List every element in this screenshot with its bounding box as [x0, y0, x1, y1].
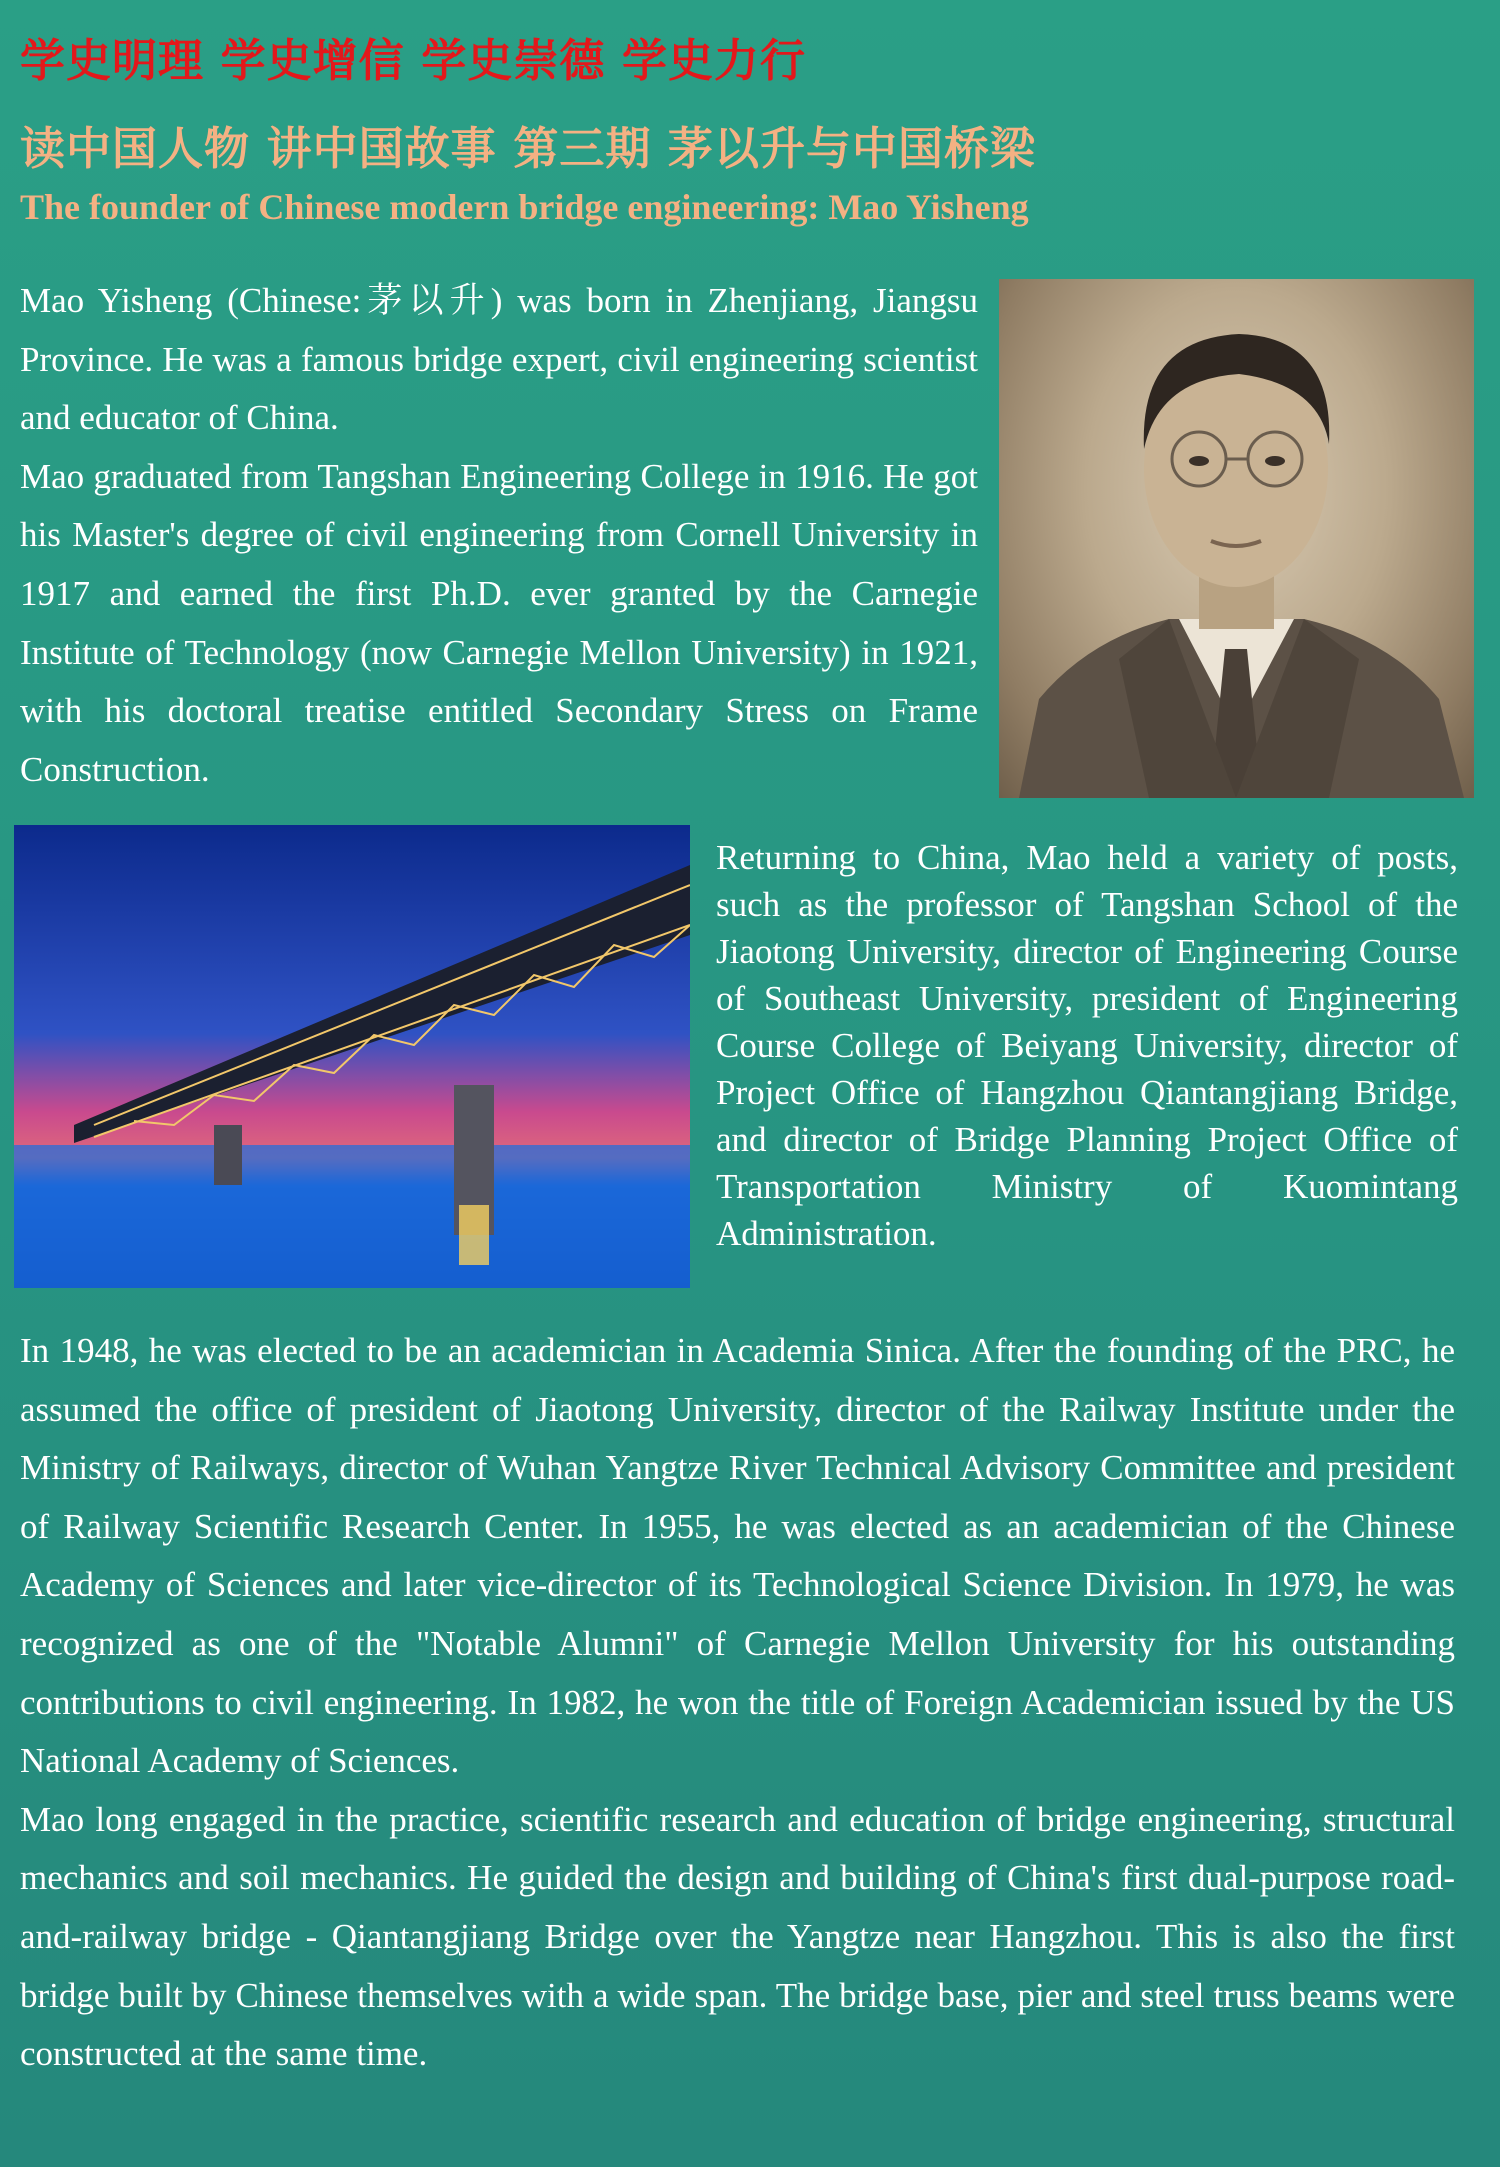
bridge-photo [14, 825, 690, 1288]
intro-paragraph-1: Mao Yisheng (Chinese:茅以升) was born in Zhenjiang, Jiangsu Province. He was a famous bridge expert, civil engineering scientist and educator of China. [20, 281, 978, 438]
later-paragraph-1: In 1948, he was elected to be an academician in Academia Sinica. After the founding of the PRC, he assumed the office of president of Jiaotong University, director of the Railway Institute under the Ministry of Railways, director of Wuhan Yangtze River Technical Advisory Committee and president of Railway Scientific Research Center. In 1955, he was elected as an academician of the Chinese Academy of Sciences and later vice-director of its Technological Science Division. In 1979, he was recognized as one of the "Notable Alumni" of Carnegie Mellon University for his outstanding contributions to civil engineering. In 1982, he won the title of Foreign Academician issued by the US National Academy of Sciences. [20, 1331, 1455, 1781]
intro-section [20, 272, 978, 799]
intro-paragraph-2: Mao graduated from Tangshan Engineering College in 1916. He got his Master's degree of civil engineering from Cornell University in 1917 and earned the first Ph.D. ever granted by the Carnegie Institute of Technology (now Carnegie Mellon University) in 1921, with his doctoral treatise entitled Secondary Stress on Frame Construction. [20, 456, 978, 789]
series-title: 读中国人物 讲中国故事 第三期 茅以升与中国桥梁 [20, 122, 1037, 175]
later-paragraph-2: Mao long engaged in the practice, scientific research and education of bridge engineering, structural mechanics and soil mechanics. He guided the design and building of China's first dual-purpose road-and-railway bridge - Qiantangjiang Bridge over the Yangtze near Hangzhou. This is also the first bridge built by Chinese themselves with a wide span. The bridge base, pier and steel truss beams were constructed at the same time. [20, 1799, 1455, 2074]
career-paragraph: Returning to China, Mao held a variety of posts, such as the professor of Tangshan School of the Jiaotong University, director of Engineering Course of Southeast University, president of Engineering Course College of Beiyang University, director of Project Office of Hangzhou Qiantangjiang Bridge, and director of Bridge Planning Project Office of Transportation Ministry of Kuomintang Administration. [716, 838, 1458, 1253]
portrait-photo [999, 279, 1474, 798]
english-subtitle: The founder of Chinese modern bridge engineering: Mao Yisheng [20, 187, 1029, 227]
career-section [716, 834, 1458, 1257]
later-life-section [20, 1322, 1455, 2084]
slogan-heading: 学史明理 学史增信 学史崇德 学史力行 [20, 34, 807, 87]
